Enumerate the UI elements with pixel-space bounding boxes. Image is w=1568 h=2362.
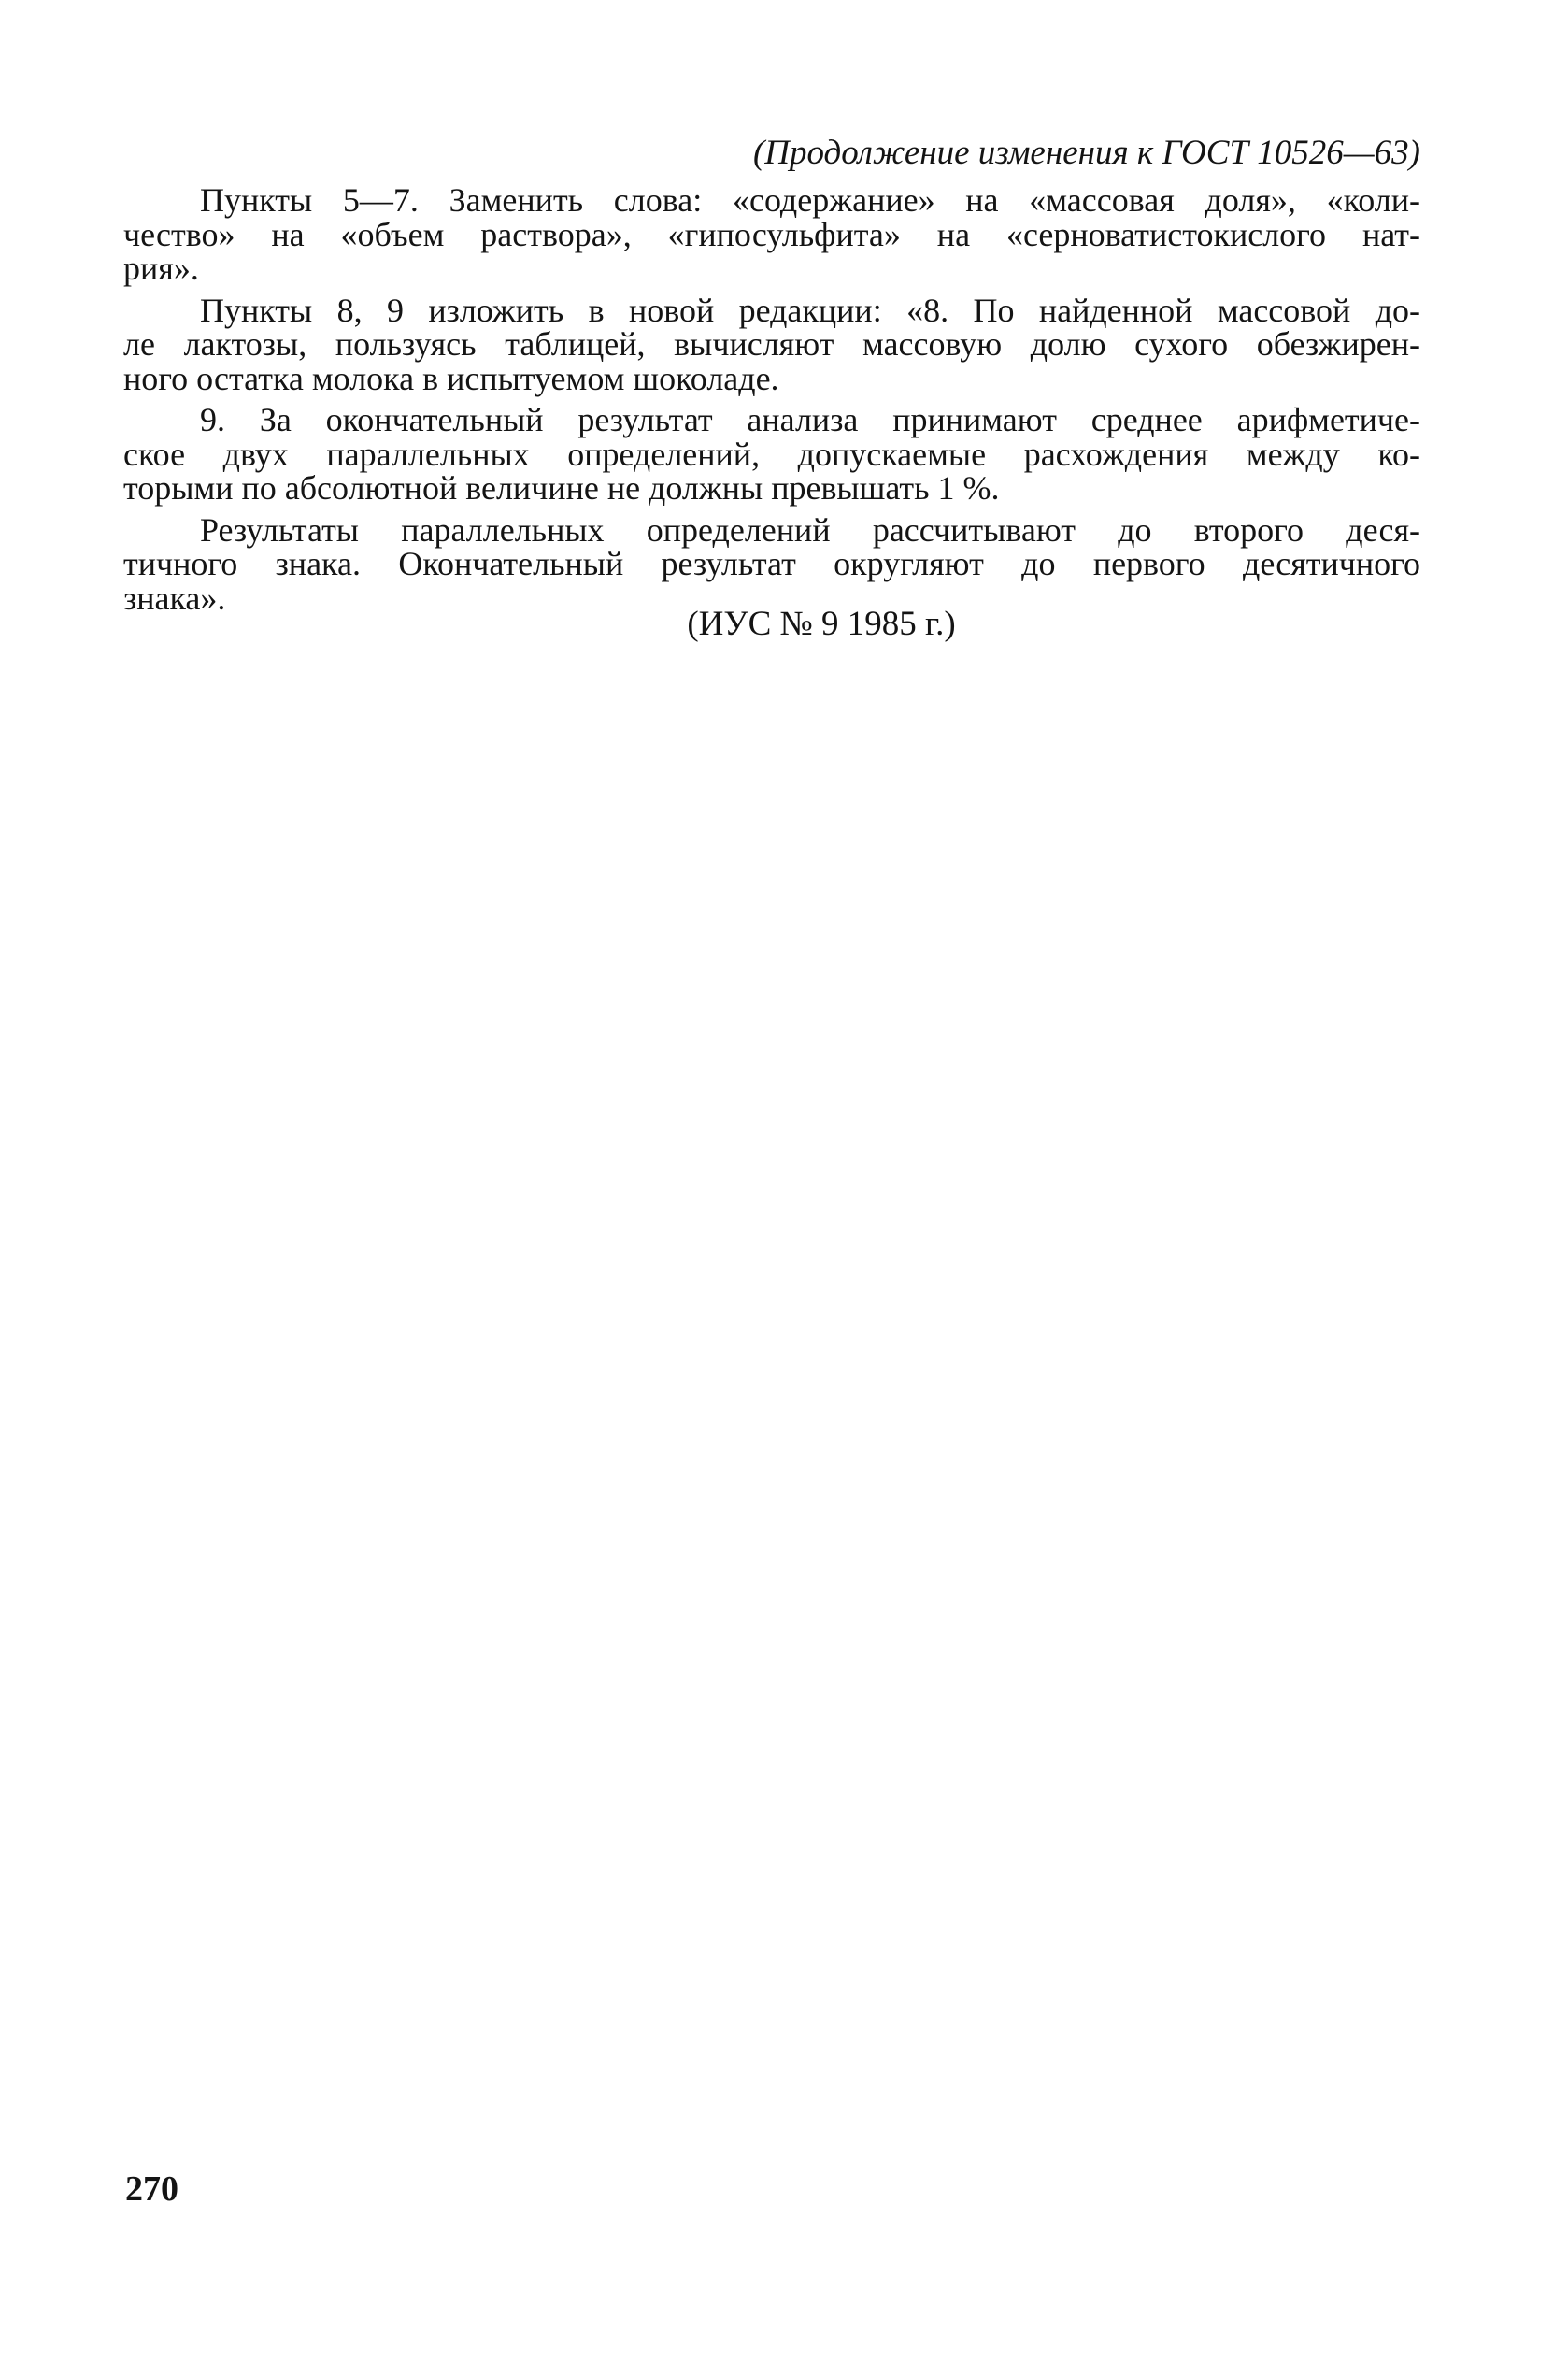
text-line: чество» на «объем раствора», «гипосульфита» на «серноватистокислого нат- bbox=[123, 215, 1420, 253]
text-line: тичного знака. Окончательный результат округляют до первого десятичного bbox=[123, 545, 1420, 582]
paragraph-items-8-9 bbox=[123, 293, 1420, 396]
text-line: ское двух параллельных определений, допускаемые расхождения между ко- bbox=[123, 435, 1420, 473]
text-line: 9. За окончательный результат анализа принимают среднее арифметиче- bbox=[200, 401, 1420, 438]
text-line: ле лактозы, пользуясь таблицей, вычисляют массовую долю сухого обезжирен- bbox=[123, 325, 1420, 363]
text-line: Пункты 5—7. Заменить слова: «содержание» на «массовая доля», «коли- bbox=[200, 181, 1420, 219]
page-number: 270 bbox=[125, 2169, 178, 2209]
paragraph-results bbox=[123, 510, 1420, 617]
text-line: Результаты параллельных определений рассчитывают до второго деся- bbox=[200, 510, 1420, 549]
body-text bbox=[123, 183, 1420, 615]
text-line: рия». bbox=[123, 250, 199, 287]
text-line: знака». bbox=[123, 579, 226, 617]
paragraph-item-9 bbox=[123, 403, 1420, 506]
source-reference: (ИУС № 9 1985 г.) bbox=[687, 605, 956, 643]
text-line: ного остатка молока в испытуемом шоколаде. bbox=[123, 359, 779, 397]
text-line: торыми по абсолютной величине не должны превышать 1 %. bbox=[123, 469, 1000, 507]
paragraph-items-5-7 bbox=[123, 183, 1420, 286]
text-line: Пункты 8, 9 изложить в новой редакции: «8. По найденной массовой до- bbox=[200, 291, 1420, 329]
running-header: (Продолжение изменения к ГОСТ 10526—63) bbox=[752, 134, 1420, 172]
